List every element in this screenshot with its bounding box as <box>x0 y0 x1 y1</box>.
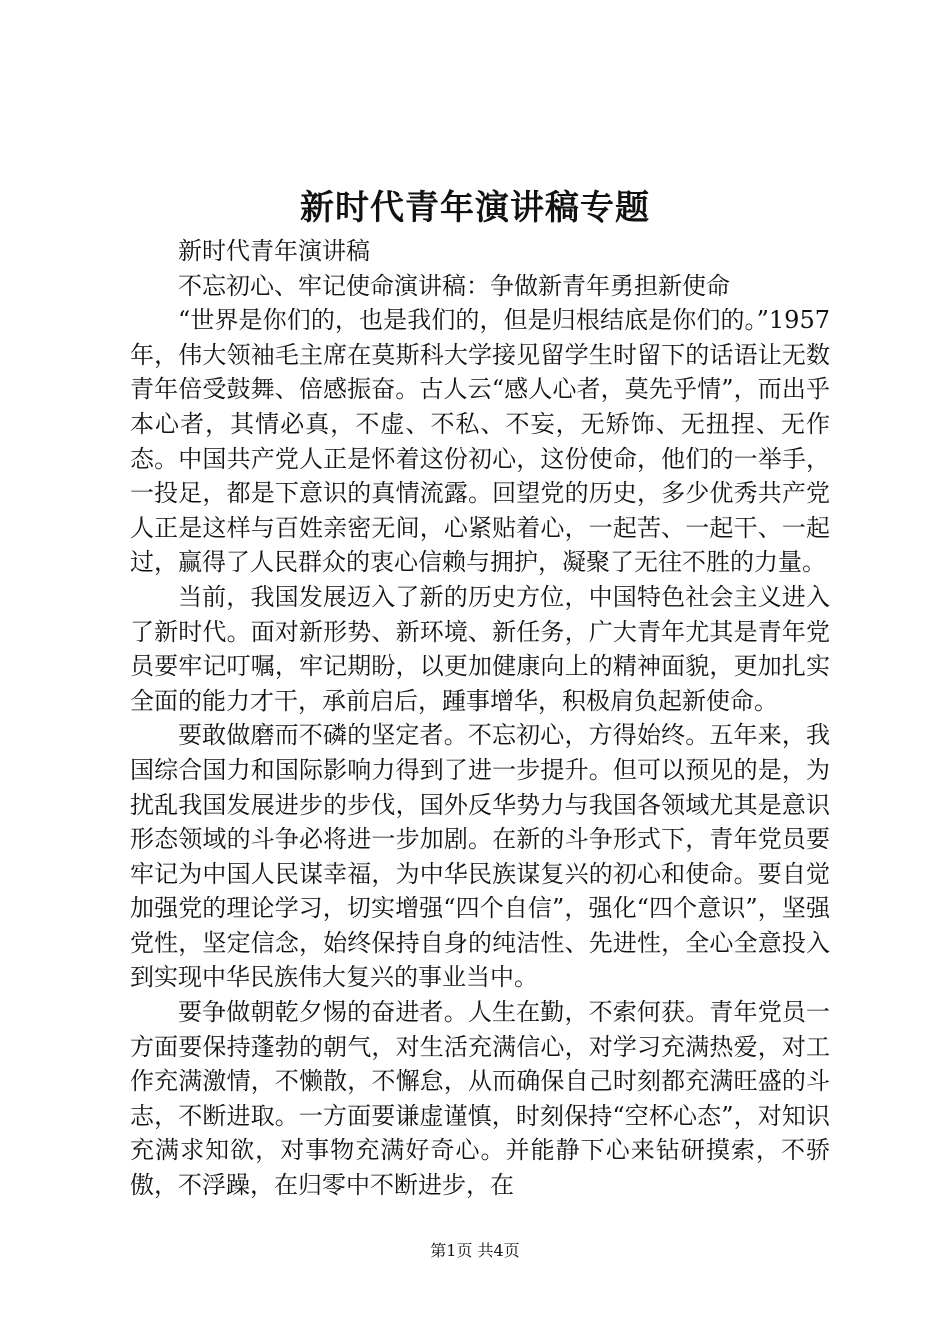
paragraph-current: 当前，我国发展迈入了新的历史方位，中国特色社会主义进入了新时代。面对新形势、新环境、新任务，广大青年尤其是青年党员要牢记叮嘱，牢记期盼，以更加健康向上的精神面貌，更加扎实全面的能力才干，承前启后，踵事增华，积极肩负起新使命。 <box>130 582 830 715</box>
paragraph-subtitle: 新时代青年演讲稿 <box>178 237 370 265</box>
paragraph-diligent: 要争做朝乾夕惕的奋进者。人生在勤，不索何获。青年党员一方面要保持蓬勃的朝气，对生活充满信心，对学习充满热爱，对工作充满激情，不懒散，不懈怠，从而确保自己时刻都充满旺盛的斗志，不断进取。一方面要谦虚谨慎，时刻保持“空杯心态”，对知识充满求知欲，对事物充满好奇心。并能静下心来钻研摸索，不骄傲，不浮躁，在归零中不断进步，在 <box>130 998 830 1200</box>
document-title: 新时代青年演讲稿专题 <box>300 188 650 228</box>
page-number: 第1页 共4页 <box>430 1241 520 1260</box>
paragraph-steadfast: 要敢做磨而不磷的坚定者。不忘初心，方得始终。五年来，我国综合国力和国际影响力得到了进一步提升。但可以预见的是，为扰乱我国发展进步的步伐，国外反华势力与我国各领域尤其是意识形态领域的斗争必将进一步加剧。在新的斗争形式下，青年党员要牢记为中国人民谋幸福，为中华民族谋复兴的初心和使命。要自觉加强党的理论学习，切实增强“四个自信”，强化“四个意识”，坚强党性，坚定信念，始终保持自身的纯洁性、先进性，全心全意投入到实现中华民族伟大复兴的事业当中。 <box>130 721 830 992</box>
paragraph-quote: “世界是你们的，也是我们的，但是归根结底是你们的。”1957年，伟大领袖毛主席在莫斯科大学接见留学生时留下的话语让无数青年倍受鼓舞、倍感振奋。古人云“感人心者，莫先乎情”，而出乎本心者，其情必真，不虚、不私、不妄，无矫饰、无扭捏、无作态。中国共产党人正是怀着这份初心，这份使命，他们的一举手，一投足，都是下意识的真情流露。回望党的历史，多少优秀共产党人正是这样与百姓亲密无间，心紧贴着心，一起苦、一起干、一起过，赢得了人民群众的衷心信赖与拥护，凝聚了无往不胜的力量。 <box>130 306 830 577</box>
paragraph-heading: 不忘初心、牢记使命演讲稿：争做新青年勇担新使命 <box>178 271 730 300</box>
document-body <box>130 234 830 1203</box>
